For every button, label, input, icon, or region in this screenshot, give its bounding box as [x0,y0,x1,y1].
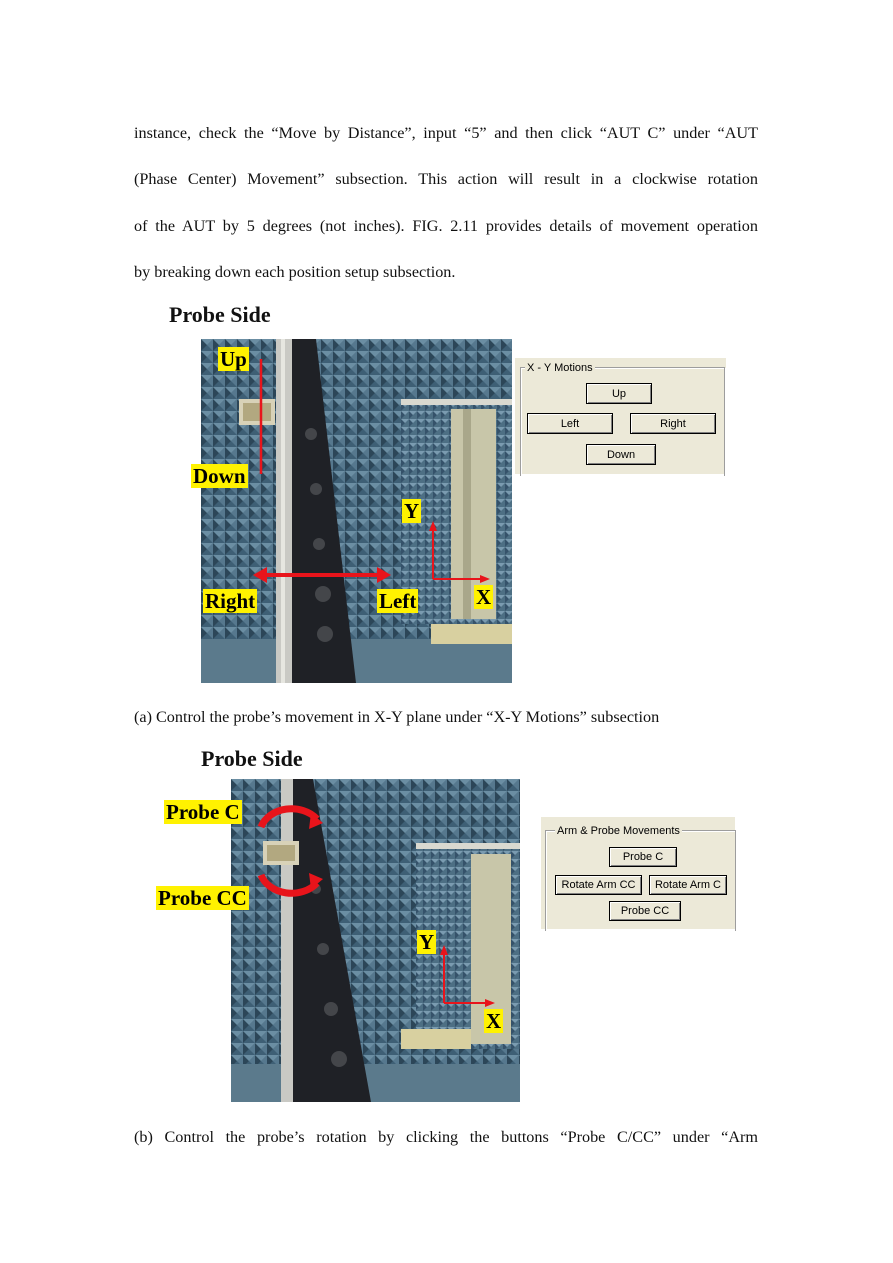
label-down: Down [193,464,246,488]
up-button[interactable]: Up [586,383,652,404]
label-probe-cc: Probe CC [158,886,247,910]
paragraph-line: instance, check the “Move by Distance”, input “5” and then click “AUT C” under “AUT [134,124,758,142]
label-right: Right [205,589,256,613]
paragraph-line: (Phase Center) Movement” subsection. This action will result in a clockwise rotation [134,170,758,189]
paragraph-line: of the AUT by 5 degrees (not inches). FIG. 2.11 provides details of movement operation [134,216,758,235]
label-x-axis: X [486,1009,502,1033]
xy-motions-panel [515,358,726,474]
body-paragraph [134,110,758,295]
rotate-arm-c-button[interactable]: Rotate Arm C [649,875,727,895]
probe-c-button[interactable]: Probe C [609,847,677,867]
paragraph-line: by breaking down each position setup subsection. [134,262,456,281]
label-left: Left [379,589,417,613]
figure-a-title: Probe Side [169,302,271,327]
figure-a-photo [193,339,512,683]
label-x-axis: X [476,585,492,609]
down-button[interactable]: Down [586,444,656,465]
rotate-arm-cc-button[interactable]: Rotate Arm CC [555,875,642,895]
xy-motions-group-title: X - Y Motions [527,362,593,374]
figure-a-caption: (a) Control the probe’s movement in X-Y plane under “X-Y Motions” subsection [134,708,660,726]
figure-b-photo [231,779,520,1102]
label-up: Up [220,347,247,371]
figure-b-title: Probe Side [201,746,303,771]
arm-probe-movements-panel [541,817,735,929]
label-probe-c: Probe C [166,800,240,824]
label-y-axis: Y [404,499,420,523]
probe-cc-button[interactable]: Probe CC [609,901,681,921]
figure-b-caption: (b) Control the probe’s rotation by clicking the buttons “Probe C/CC” under “Arm [134,1128,758,1146]
left-button[interactable]: Left [527,413,613,434]
label-y-axis: Y [419,930,435,954]
right-button[interactable]: Right [630,413,716,434]
arm-probe-movements-group-title: Arm & Probe Movements [557,825,680,837]
